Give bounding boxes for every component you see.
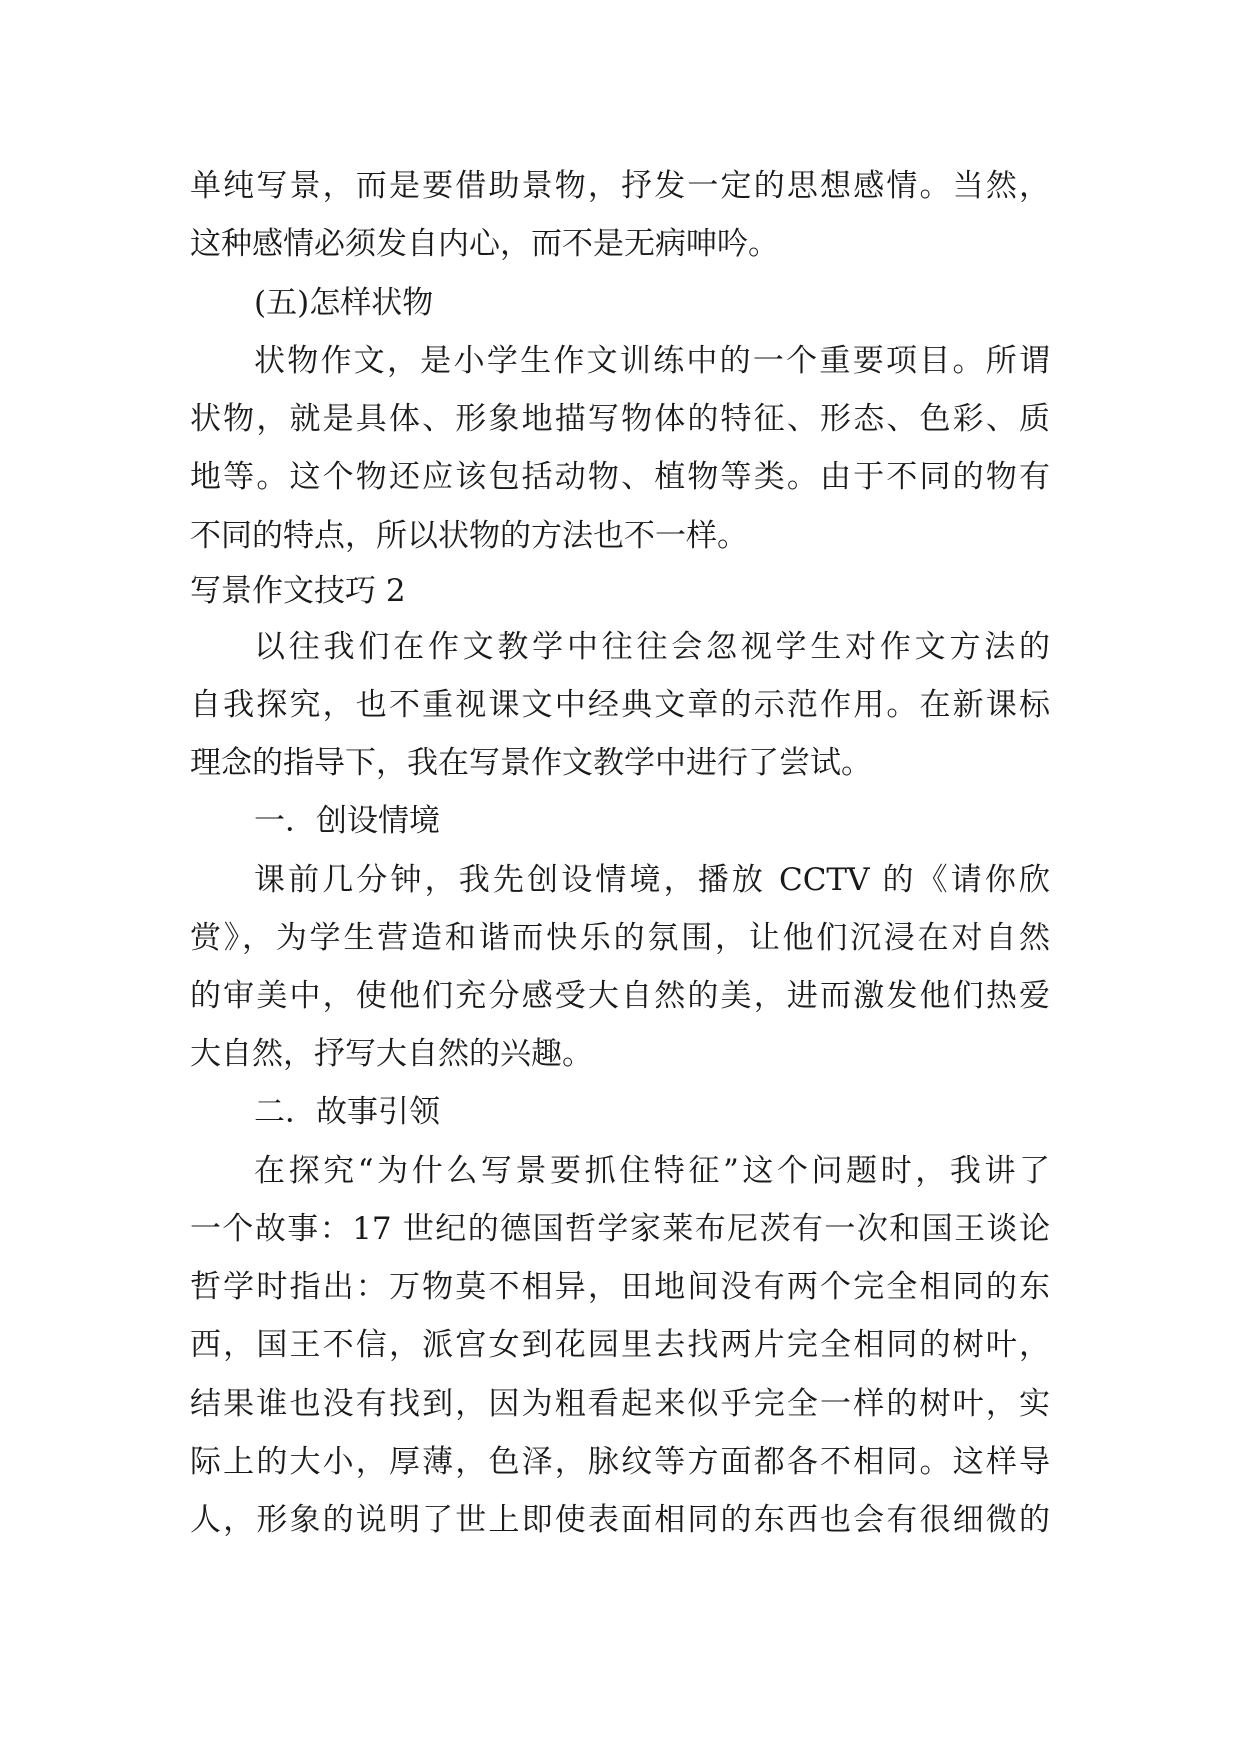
- text-line: 单纯写景，而是要借助景物，抒发一定的思想感情。当然，: [190, 168, 1050, 204]
- text-line: 状物，就是具体、形象地描写物体的特征、形态、色彩、质: [190, 401, 1050, 437]
- text-line: 课前几分钟，我先创设情境，播放 CCTV 的《请你欣: [254, 862, 1050, 898]
- text-line: 西，国王不信，派宫女到花园里去找两片完全相同的树叶，: [190, 1327, 1050, 1363]
- text-line: 这种感情必须发自内心，而不是无病呻吟。: [190, 226, 779, 262]
- section-heading: (五)怎样状物: [254, 285, 434, 321]
- text-line: 在探究“为什么写景要抓住特征”这个问题时，我讲了: [254, 1153, 1050, 1189]
- text-line: 不同的特点，所以状物的方法也不一样。: [190, 518, 748, 554]
- text-line: 自我探究，也不重视课文中经典文章的示范作用。在新课标: [190, 687, 1050, 723]
- text-line: 际上的大小，厚薄，色泽，脉纹等方面都各不相同。这样导: [190, 1444, 1050, 1480]
- text-line: 一个故事：17 世纪的德国哲学家莱布尼茨有一次和国王谈论: [190, 1211, 1050, 1247]
- section-heading: 二．故事引领: [254, 1094, 440, 1130]
- text-line: 哲学时指出：万物莫不相异，田地间没有两个完全相同的东: [190, 1269, 1050, 1305]
- text-line: 的审美中，使他们充分感受大自然的美，进而激发他们热爱: [190, 978, 1050, 1014]
- text-line: 大自然，抒写大自然的兴趣。: [190, 1036, 593, 1072]
- text-line: 以往我们在作文教学中往往会忽视学生对作文方法的: [254, 629, 1050, 665]
- text-line: 赏》，为学生营造和谐而快乐的氛围，让他们沉浸在对自然: [190, 920, 1050, 956]
- text-line: 地等。这个物还应该包括动物、植物等类。由于不同的物有: [190, 459, 1050, 495]
- text-line: 人，形象的说明了世上即使表面相同的东西也会有很细微的: [190, 1502, 1050, 1538]
- text-line: 状物作文，是小学生作文训练中的一个重要项目。所谓: [254, 343, 1050, 379]
- article-title: 写景作文技巧 2: [190, 573, 406, 609]
- text-line: 结果谁也没有找到，因为粗看起来似乎完全一样的树叶，实: [190, 1386, 1050, 1422]
- section-heading: 一．创设情境: [254, 803, 440, 839]
- text-line: 理念的指导下，我在写景作文教学中进行了尝试。: [190, 745, 872, 781]
